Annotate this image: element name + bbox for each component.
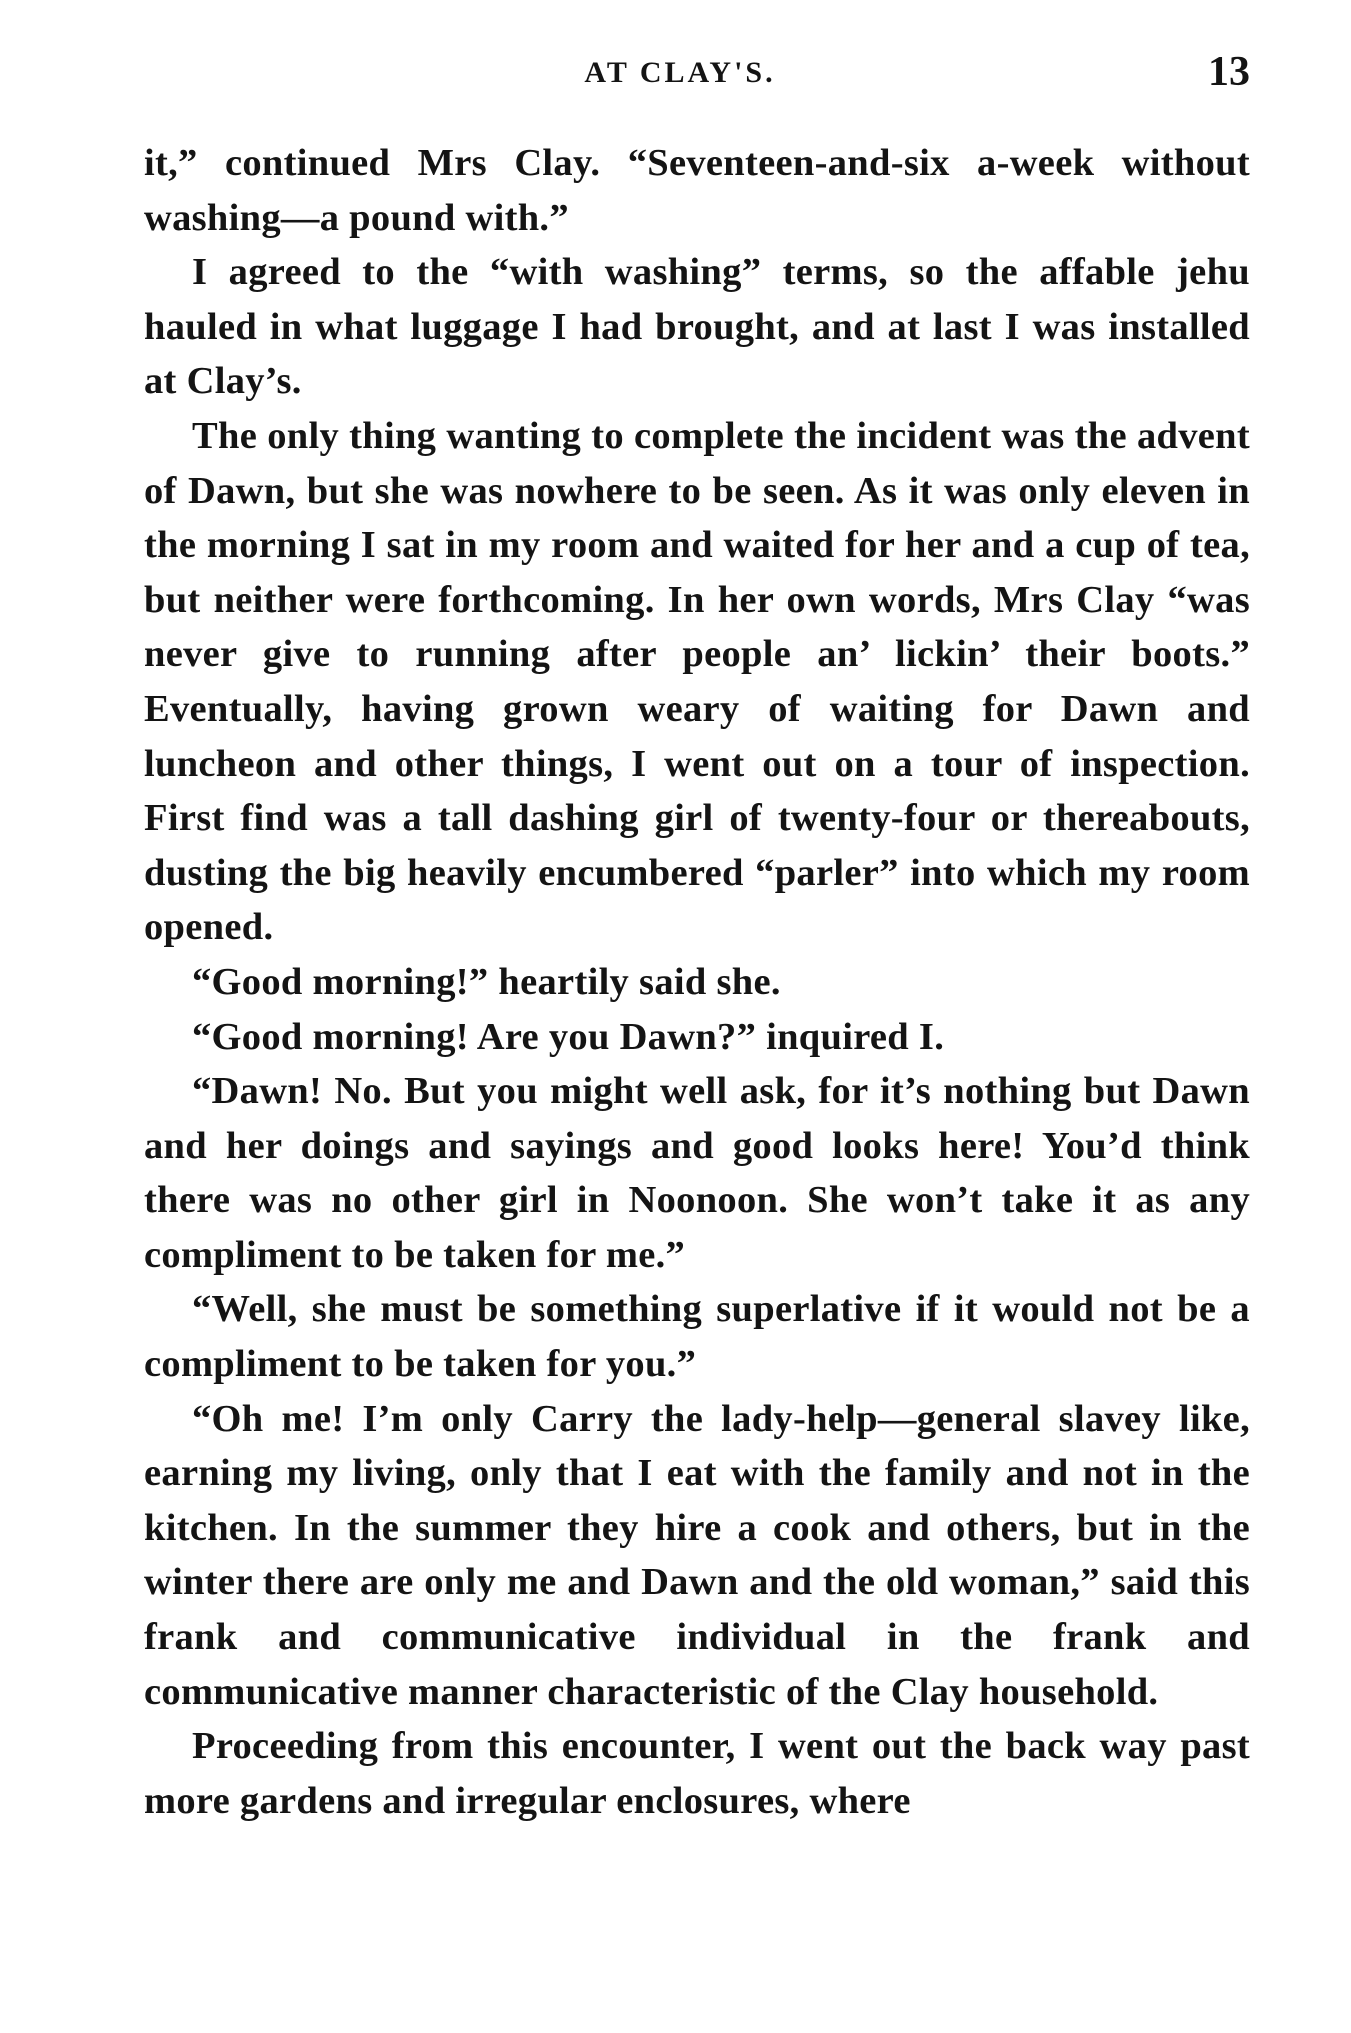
paragraph: “Oh me! I’m only Carry the lady-help—general slavey like, earning my living, only that I eat with the family and not in the kitchen. In the summer they hire a cook and others, but in the winter there are only me and Dawn and the old woman,” said this frank and communicative individual in the frank and communicative manner characteristic of the Clay household. bbox=[144, 1397, 1250, 1713]
paragraph: Proceeding from this encounter, I went out the back way past more gardens and irregular enclosures, where bbox=[144, 1725, 1250, 1822]
page-number: 13 bbox=[1208, 49, 1250, 95]
paragraph: “Dawn! No. But you might well ask, for it’s nothing but Dawn and her doings and sayings and good looks here! You’d think there was no other girl in Noonoon. She won’t take it as any compliment to be taken for me.” bbox=[144, 1070, 1250, 1276]
running-title: AT CLAY'S. bbox=[584, 56, 776, 89]
paragraph: “Good morning! Are you Dawn?” inquired I. bbox=[192, 1015, 945, 1058]
running-head bbox=[110, 48, 1250, 108]
paragraph: The only thing wanting to complete the incident was the advent of Dawn, but she was nowhere to be seen. As it was only eleven in the morning I sat in my room and waited for her and a cup of tea, but neither were forthcoming. In her own words, Mrs Clay “was never give to running after people an’ lickin’ their boots.” Eventually, having grown weary of waiting for Dawn and luncheon and other things, I went out on a tour of inspection. First find was a tall dashing girl of twenty-four or thereabouts, dusting the big heavily encumbered “parler” into which my room opened. bbox=[144, 414, 1250, 949]
paragraph: I agreed to the “with washing” terms, so the affable jehu hauled in what luggage I had brought, and at last I was installed at Clay’s. bbox=[144, 251, 1250, 403]
paragraph: it,” continued Mrs Clay. “Seventeen-and-six a-week without washing—a pound with.” bbox=[144, 142, 1250, 239]
paragraph: “Well, she must be something superlative if it would not be a compliment to be taken for you.” bbox=[144, 1288, 1250, 1386]
body-text bbox=[144, 136, 1250, 1828]
paragraph: “Good morning!” heartily said she. bbox=[192, 960, 781, 1003]
